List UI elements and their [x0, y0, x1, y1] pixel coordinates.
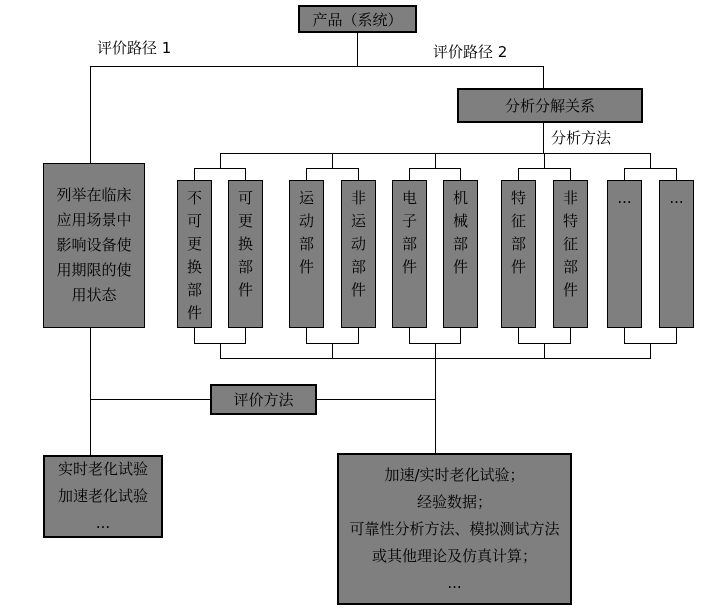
- part-box-characteristic: 特征部件: [501, 180, 536, 328]
- connector-evalmethod-right: [317, 399, 435, 400]
- connector-path2-down: [543, 66, 544, 88]
- connector-bottom-drop-1: [220, 343, 221, 358]
- methods-line-5: ...: [447, 573, 462, 592]
- bracket-top-leg: [518, 168, 519, 180]
- part-box-moving: 运动部件: [289, 180, 324, 328]
- part-box-noncharacteristic: 非特征部件: [553, 180, 588, 328]
- product-system-box: [298, 5, 417, 33]
- evaluation-path2-label: 评价路径 2: [433, 43, 508, 61]
- connector-main-split: [90, 66, 544, 67]
- bracket-top-leg: [624, 168, 625, 180]
- analysis-method-label: 分析方法: [551, 129, 612, 147]
- methods-line-4: 或其他理论及仿真计算；: [371, 546, 537, 565]
- connector-top-drop-1: [220, 153, 221, 168]
- part-box-nonmoving: 非运动部件: [341, 180, 376, 328]
- bracket-bottom-leg: [306, 328, 307, 343]
- bracket-top-leg: [194, 168, 195, 180]
- bracket-bottom-leg: [409, 328, 410, 343]
- connector-top-drop-4: [544, 153, 545, 168]
- bracket-top-3: [409, 168, 461, 169]
- connector-state-to-aging: [90, 328, 91, 455]
- part-box-mechanical: 机械部件: [443, 180, 478, 328]
- connector-bottom-drop-4: [544, 343, 545, 358]
- methods-line-3: 可靠性分析方法、模拟测试方法: [349, 519, 560, 538]
- bracket-bottom-leg: [676, 328, 677, 343]
- bracket-bottom-leg: [194, 328, 195, 343]
- bracket-top-4: [518, 168, 571, 169]
- bracket-top-leg: [570, 168, 571, 180]
- part-box-replaceable: 可更换部件: [228, 180, 263, 328]
- eval-method-box: [210, 384, 317, 415]
- connector-top-drop-5: [650, 153, 651, 168]
- realtime-aging-box: [43, 455, 163, 538]
- bracket-bottom-leg: [245, 328, 246, 343]
- connector-decompose-down: [543, 123, 544, 153]
- connector-bottom-drop-2: [332, 343, 333, 358]
- part-box-nonreplaceable: 不可更换部件: [177, 180, 212, 328]
- methods-line-2: 经验数据；: [416, 492, 492, 511]
- connector-top-drop-3: [435, 153, 436, 168]
- decompose-relation-label: 分析分解关系: [504, 97, 595, 115]
- usage-state-text: 列举在临床应用场景中影响设备使用期限的使用状态: [56, 186, 132, 304]
- bracket-top-2: [306, 168, 359, 169]
- bracket-top-1: [194, 168, 246, 169]
- connector-top-drop-2: [332, 153, 333, 168]
- connector-to-methods-box: [435, 358, 436, 453]
- accelerated-aging-line: 加速老化试验: [57, 487, 148, 505]
- part-box-ellipsis-1: ...: [607, 180, 642, 328]
- connector-bottom-drop-5: [650, 343, 651, 358]
- eval-method-label: 评价方法: [233, 391, 294, 409]
- analysis-methods-box: [337, 453, 572, 605]
- bracket-bottom-leg: [570, 328, 571, 343]
- realtime-aging-line: 实时老化试验: [57, 460, 148, 478]
- connector-path1-down: [90, 66, 91, 163]
- bracket-bottom-leg: [358, 328, 359, 343]
- bracket-top-leg: [358, 168, 359, 180]
- bracket-bottom-leg: [460, 328, 461, 343]
- methods-line-1: 加速/实时老化试验；: [384, 465, 525, 484]
- product-system-label: 产品（系统）: [312, 10, 403, 29]
- part-box-electronic: 电子部件: [392, 180, 427, 328]
- part-box-ellipsis-2: ...: [659, 180, 694, 328]
- decompose-relation-box: [457, 88, 643, 123]
- bracket-top-leg: [676, 168, 677, 180]
- bracket-top-leg: [245, 168, 246, 180]
- bottom-left-ellipsis: ...: [95, 514, 111, 532]
- usage-state-box: [43, 163, 145, 328]
- connector-product-down: [357, 33, 358, 66]
- bracket-top-5: [624, 168, 677, 169]
- bracket-top-leg: [306, 168, 307, 180]
- bracket-bottom-leg: [624, 328, 625, 343]
- connector-evalmethod-left: [90, 399, 210, 400]
- bracket-top-leg: [409, 168, 410, 180]
- evaluation-path1-label: 评价路径 1: [97, 39, 172, 57]
- connector-bottom-drop-3: [435, 343, 436, 358]
- bracket-bottom-leg: [518, 328, 519, 343]
- bracket-top-leg: [460, 168, 461, 180]
